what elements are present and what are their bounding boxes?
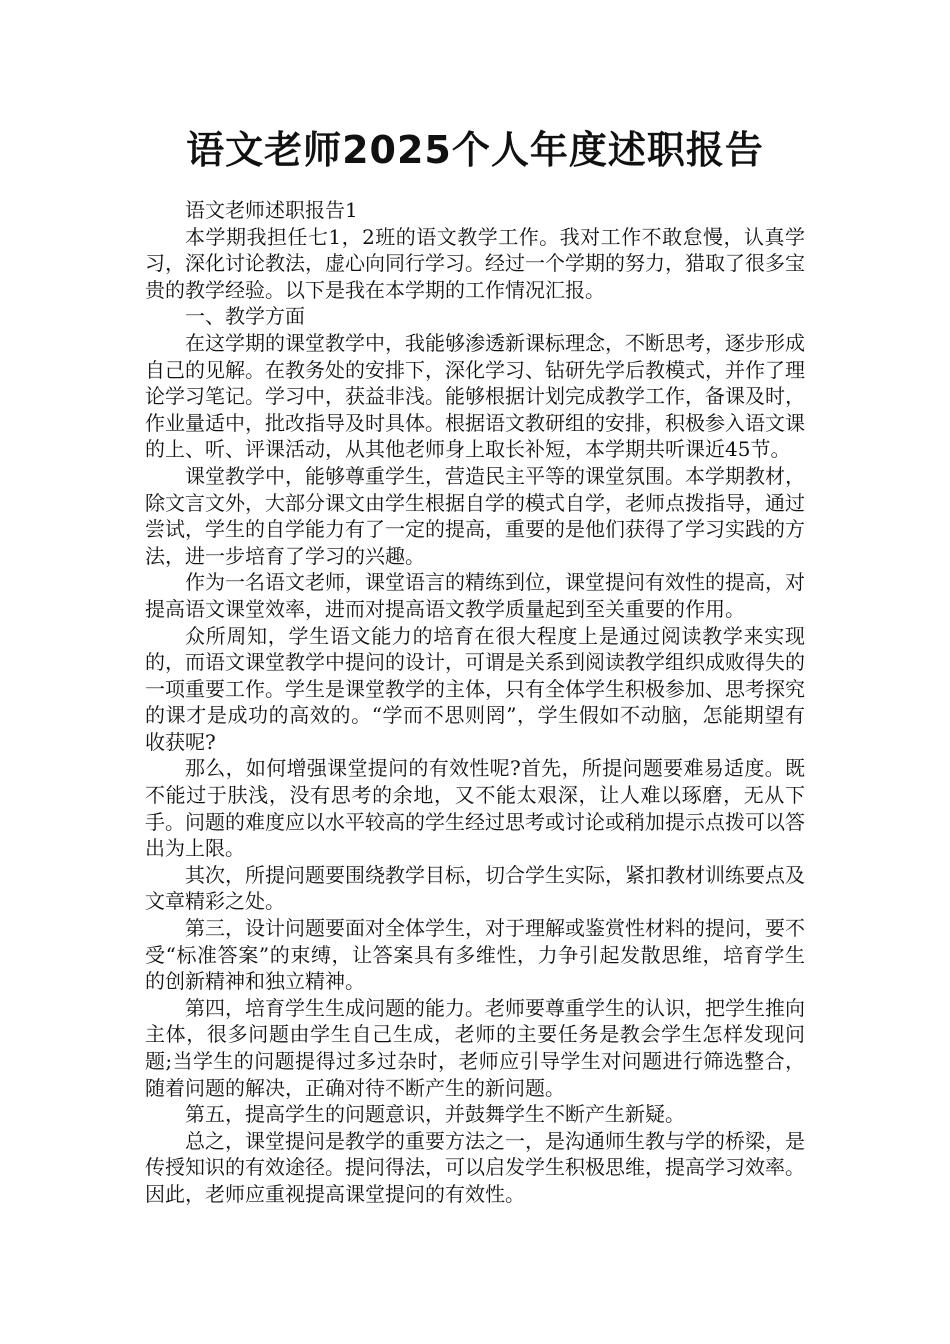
paragraph-intro: 本学期我担任七1，2班的语文教学工作。我对工作不敢怠慢，认真学习，深化讨论教法，虚心向同行学习。经过一个学期的努力，猎取了很多宝贵的教学经验。以下是我在本学期的工作情况汇报。 [145, 224, 805, 302]
paragraph: 那么，如何增强课堂提问的有效性呢?首先，所提问题要难易适度。既不能过于肤浅，没有思考的余地，又不能太艰深，让人难以琢磨，无从下手。问题的难度应以水平较高的学生经过思考或讨论或稍加提示点拨可以答出为上限。 [145, 756, 805, 861]
paragraph: 在这学期的课堂教学中，我能够渗透新课标理念，不断思考，逐步形成自己的见解。在教务处的安排下，深化学习、钻研先学后教模式，并作了理论学习笔记。学习中，获益非浅。能够根据计划完成教学工作，备课及时，作业量适中，批改指导及时具体。根据语文教研组的安排，积极参入语文课的上、听、评课活动，从其他老师身上取长补短，本学期共听课近45节。 [145, 330, 805, 462]
paragraph: 众所周知，学生语文能力的培育在很大程度上是通过阅读教学来实现的，而语文课堂教学中提问的设计，可谓是关系到阅读教学组织成败得失的一项重要工作。学生是课堂教学的主体，只有全体学生积极参加、思考探究的课才是成功的高效的。“学而不思则罔”，学生假如不动脑，怎能期望有收获呢? [145, 623, 805, 754]
document-title: 语文老师2025个人年度述职报告 [186, 128, 764, 172]
section-heading-teaching: 一、教学方面 [185, 304, 305, 329]
paragraph: 作为一名语文老师，课堂语言的精练到位，课堂提问有效性的提高，对提高语文课堂效率，进而对提高语文教学质量起到至关重要的作用。 [145, 570, 805, 621]
paragraph-conclusion: 总之，课堂提问是教学的重要方法之一，是沟通师生教与学的桥梁，是传授知识的有效途径。提问得法，可以启发学生积极思维，提高学习效率。因此，老师应重视提高课堂提问的有效性。 [145, 1128, 805, 1206]
paragraph: 第三，设计问题要面对全体学生，对于理解或鉴赏性材料的提问，要不受“标准答案”的束缚，让答案具有多维性，力争引起发散思维，培育学生的创新精神和独立精神。 [145, 916, 805, 994]
paragraph: 第五，提高学生的问题意识，并鼓舞学生不断产生新疑。 [185, 1102, 685, 1127]
document-body [145, 197, 805, 1208]
paragraph: 课堂教学中，能够尊重学生，营造民主平等的课堂氛围。本学期教材，除文言文外，大部分课文由学生根据自学的模式自学，老师点拨指导，通过尝试，学生的自学能力有了一定的提高，重要的是他们获得了学习实践的方法，进一步培育了学习的兴趣。 [145, 463, 805, 568]
paragraph: 其次，所提问题要围绕教学目标，切合学生实际，紧扣教材训练要点及文章精彩之处。 [145, 862, 805, 914]
paragraph: 第四，培育学生生成问题的能力。老师要尊重学生的认识，把学生推向主体，很多问题由学生自己生成，老师的主要任务是教会学生怎样发现问题;当学生的问题提得过多过杂时，老师应引导学生对问题进行筛选整合，随着问题的解决，正确对待不断产生的新问题。 [145, 995, 805, 1100]
report-subtitle: 语文老师述职报告1 [185, 198, 358, 222]
